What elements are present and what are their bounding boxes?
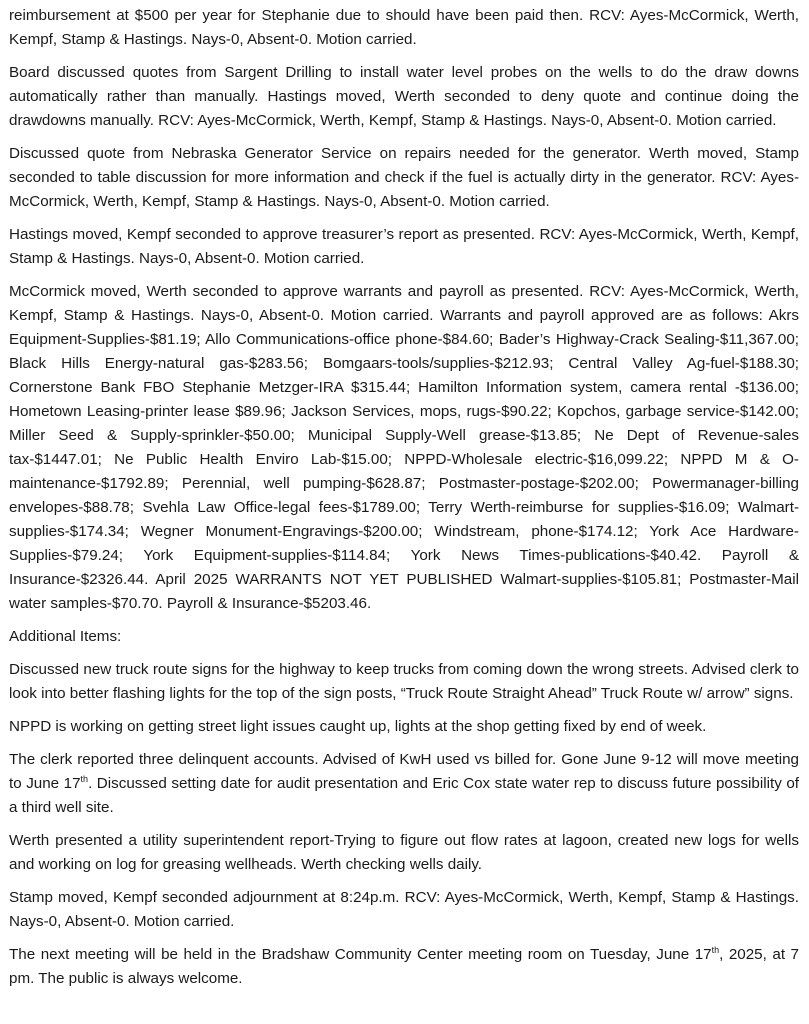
paragraph-nppd-street-lights: NPPD is working on getting street light issues caught up, lights at the shop getting fixed by end of week. bbox=[9, 718, 707, 735]
paragraph-generator-service: Discussed quote from Nebraska Generator Service on repairs needed for the generator. Werth moved, Stamp seconded to table discussion for more information and check if the fuel is actually dirty in the generator. RCV: Ayes-McCormick, Werth, Kempf, Stamp & Hastings. Nays-0, Absent-0. Motion carried. bbox=[9, 145, 799, 210]
paragraph-sargent-drilling: Board discussed quotes from Sargent Drilling to install water level probes on the wells to do the draw downs automatically rather than manually. Hastings moved, Werth seconded to deny quote and continue doing the drawdowns manually. RCV: Ayes-McCormick, Werth, Kempf, Stamp & Hastings. Nays-0, Absent-0. Motion carried. bbox=[9, 64, 799, 129]
paragraph-adjournment: Stamp moved, Kempf seconded adjournment at 8:24p.m. RCV: Ayes-McCormick, Werth, Kempf, Stamp & Hastings. Nays-0, Absent-0. Motion carried. bbox=[9, 889, 799, 930]
paragraph-reimbursement: reimbursement at $500 per year for Stephanie due to should have been paid then. RCV: Ayes-McCormick, Werth, Kempf, Stamp & Hastings. Nays-0, Absent-0. Motion carried. bbox=[9, 7, 799, 48]
clerk-report-text-continued: . Discussed setting date for audit presentation and Eric Cox state water rep to discuss future possibility of a third well site. bbox=[9, 775, 799, 816]
paragraph-warrants-payroll: McCormick moved, Werth seconded to approve warrants and payroll as presented. RCV: Ayes-McCormick, Werth, Kempf, Stamp & Hastings. Nays-0, Absent-0. Motion carried. Warrants and payroll approved are as follows: Akrs Equipment-Supplies-$81.19; Allo Communications-office phone-$84.60; Bader’s Highway-Crack Sealing-$11,367.00; Black Hills Energy-natural gas-$283.56; Bomgaars-tools/supplies-$212.93; Central Valley Ag-fuel-$188.30; Cornerstone Bank FBO Stephanie Metzger-IRA $315.44; Hamilton Information system, camera rental -$136.00; Hometown Leasing-printer lease $89.96; Jackson Services, mops, rugs-$90.22; Kopchos, garbage service-$142.00; Miller Seed & Supply-sprinkler-$50.00; Municipal Supply-Well grease-$13.85; Ne Dept of Revenue-sales tax-$1447.01; Ne Public Health Enviro Lab-$15.00; NPPD-Wholesale electric-$16,099.22; NPPD M & O-maintenance-$1792.89; Perennial, well pumping-$628.87; Postmaster-postage-$202.00; Powermanager-billing envelopes-$88.78; Svehla Law Office-legal fees-$1789.00; Terry Werth-reimburse for supplies-$16.09; Walmart-supplies-$174.34; Wegner Monument-Engravings-$200.00; Windstream, phone-$174.12; York Ace Hardware-Supplies-$79.24; York Equipment-supplies-$114.84; York News Times-publications-$40.42. Payroll & Insurance-$2326.44. April 2025 WARRANTS NOT YET PUBLISHED Walmart-supplies-$105.81; Postmaster-Mail water samples-$70.70. Payroll & Insurance-$5203.46. bbox=[9, 283, 799, 612]
next-meeting-text-continued: , 2025, at 7 pm. The public is always welcome. bbox=[9, 946, 799, 987]
paragraph-truck-route-signs: Discussed new truck route signs for the highway to keep trucks from coming down the wrong streets. Advised clerk to look into better flashing lights for the top of the sign posts, “Truck Route Straight Ahead” Truck Route w/ arrow” signs. bbox=[9, 661, 799, 702]
paragraph-treasurer-report: Hastings moved, Kempf seconded to approve treasurer’s report as presented. RCV: Ayes-McCormick, Werth, Kempf, Stamp & Hastings. Nays-0, Absent-0. Motion carried. bbox=[9, 226, 799, 267]
clerk-report-superscript: th bbox=[80, 773, 89, 784]
paragraph-next-meeting bbox=[9, 943, 799, 991]
next-meeting-superscript: th bbox=[711, 944, 720, 955]
paragraph-superintendent-report: Werth presented a utility superintendent report-Trying to figure out flow rates at lagoon, created new logs for wells and working on log for greasing wellheads. Werth checking wells daily. bbox=[9, 832, 799, 873]
paragraph-clerk-report bbox=[9, 748, 799, 820]
paragraph-additional-items-heading: Additional Items: bbox=[9, 628, 122, 645]
next-meeting-text: The next meeting will be held in the Bradshaw Community Center meeting room on Tuesday, June 17 bbox=[9, 946, 712, 963]
clerk-report-text: The clerk reported three delinquent accounts. Advised of KwH used vs billed for. Gone June 9-12 will move meeting to June 17 bbox=[9, 751, 799, 792]
